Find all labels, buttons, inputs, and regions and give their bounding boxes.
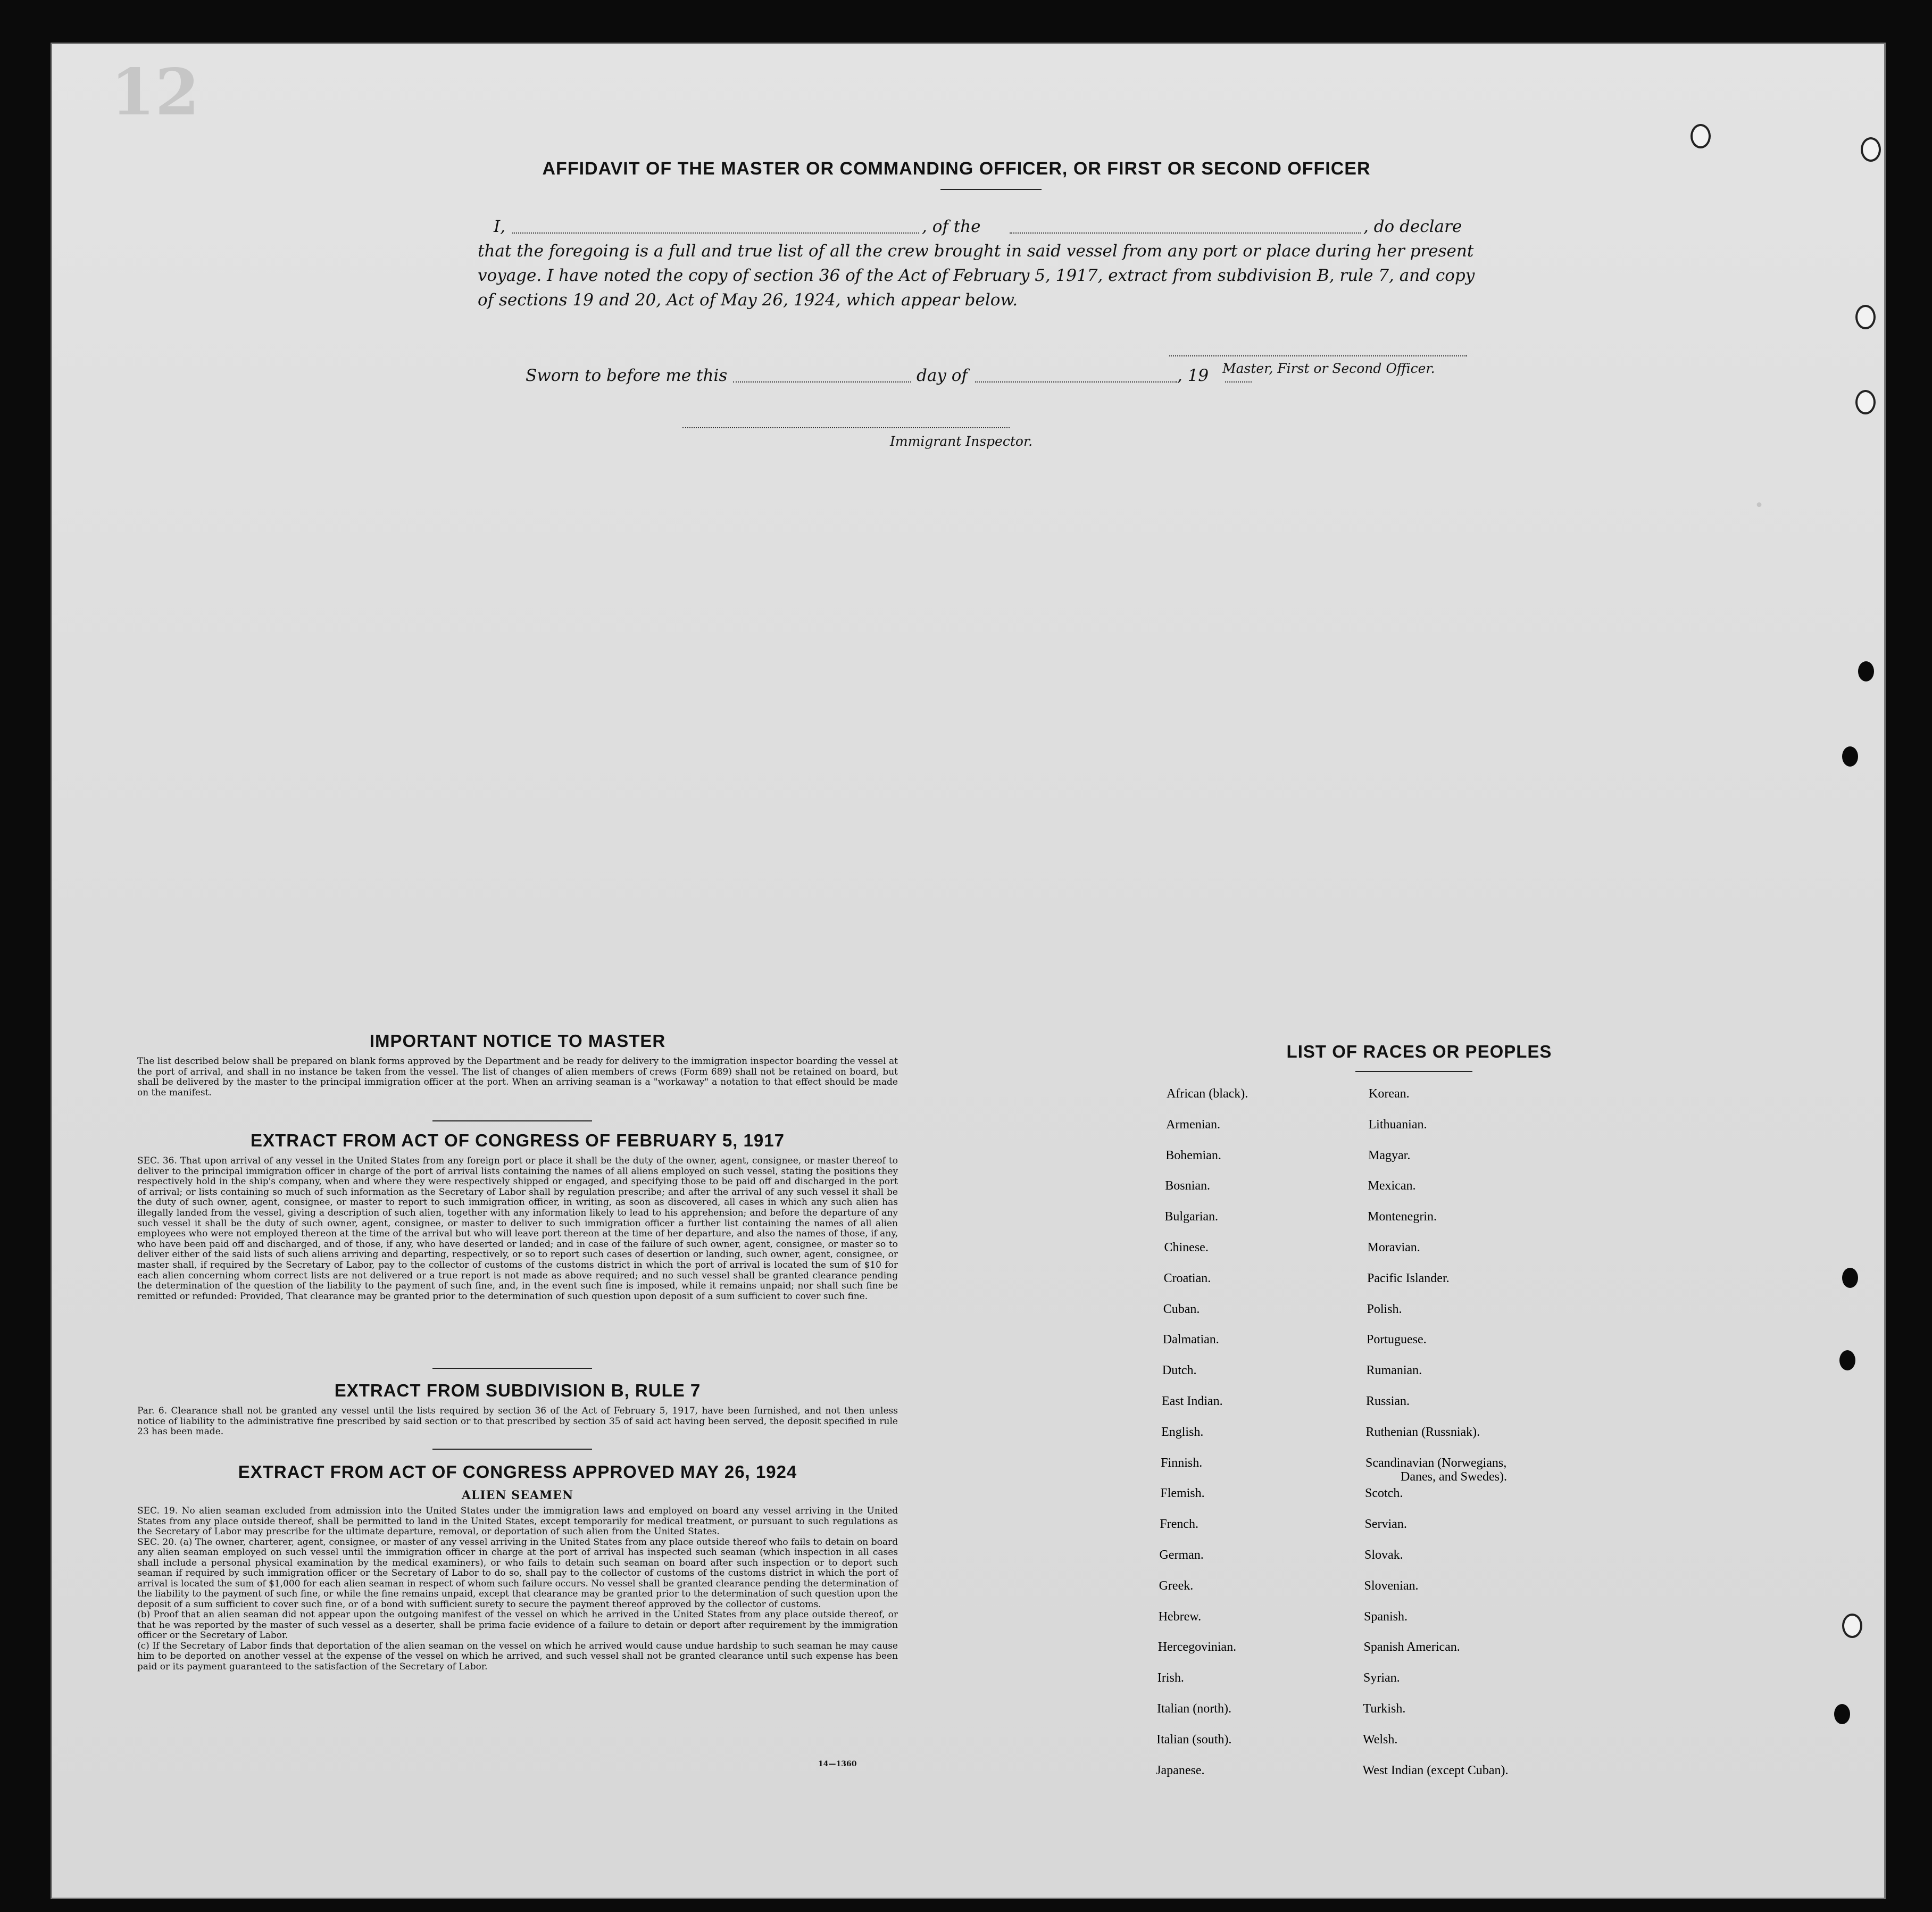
year-label: , 19: [1177, 366, 1209, 385]
rule-7-title: EXTRACT FROM SUBDIVISION B, RULE 7: [334, 1381, 701, 1400]
race-item: Hebrew.: [1158, 1609, 1202, 1624]
master-signature-label: Master, First or Second Officer.: [1222, 361, 1435, 376]
race-item: English.: [1161, 1425, 1204, 1439]
extract-1924-title: EXTRACT FROM ACT OF CONGRESS APPROVED MAY 26, 1924: [238, 1462, 797, 1482]
sec-19: SEC. 19. No alien seaman excluded from admission into the United States under the immigration laws and employed on board any vessel arriving in the United States from any place outside thereof, shall be permitted to land in the United States, except temporarily for medical treatment, or pursuant to such regulations as the Secretary of Labor may prescribe for the ultimate departure, removal, or deportation of such alien from the United States.: [137, 1506, 898, 1537]
extract-1917-title: EXTRACT FROM ACT OF CONGRESS OF FEBRUARY 5, 1917: [251, 1130, 785, 1150]
year-blank[interactable]: [1225, 381, 1252, 383]
race-item: Danes, and Swedes).: [1401, 1469, 1507, 1484]
race-item: Bulgarian.: [1164, 1210, 1219, 1224]
race-item: Servian.: [1364, 1517, 1407, 1532]
punch-hole: [1861, 137, 1881, 162]
race-item: Welsh.: [1363, 1732, 1398, 1747]
race-item: Scandinavian (Norwegians,: [1365, 1456, 1507, 1470]
race-item: Korean.: [1369, 1087, 1410, 1101]
race-item: Hercegovinian.: [1157, 1640, 1237, 1655]
race-item: Turkish.: [1363, 1702, 1406, 1716]
race-item: Portuguese.: [1367, 1333, 1427, 1347]
ghost-page-number: 12: [111, 55, 199, 130]
punch-hole: [1834, 1704, 1850, 1724]
vessel-blank[interactable]: [1010, 232, 1361, 234]
race-item: Syrian.: [1363, 1671, 1400, 1685]
extract-1924-subtitle: ALIEN SEAMEN: [461, 1489, 574, 1502]
affidavit-of-the: , of the: [922, 217, 981, 236]
race-item: Moravian.: [1367, 1241, 1420, 1254]
rule-7-body: Par. 6. Clearance shall not be granted any vessel until the lists required by section 36 of the Act of February 5, 1917, have been furnished, and not then unless notice of liability to the administrative fine prescribed by said section or to that prescribed by section 35 of said act having been served, the deposit specified in rule 23 has been made.: [137, 1406, 898, 1437]
race-item: East Indian.: [1162, 1394, 1223, 1408]
race-item: German.: [1159, 1548, 1204, 1562]
race-item: Slovak.: [1364, 1548, 1403, 1562]
race-item: Dalmatian.: [1162, 1333, 1219, 1347]
punch-hole: [1690, 124, 1711, 148]
race-item: Spanish American.: [1363, 1640, 1460, 1655]
punch-hole: [1842, 746, 1858, 767]
race-item: Irish.: [1157, 1671, 1184, 1685]
extract-1924-body: [137, 1506, 898, 1672]
race-item: Italian (north).: [1157, 1702, 1231, 1716]
day-of-label: day of: [917, 366, 968, 385]
sworn-label: Sworn to before me this: [526, 366, 728, 385]
divider: [432, 1368, 592, 1369]
punch-hole: [1855, 390, 1876, 414]
race-item: Cuban.: [1163, 1302, 1200, 1316]
divider: [432, 1449, 592, 1450]
race-item: Bosnian.: [1165, 1179, 1210, 1193]
affidavit-i: I,: [494, 217, 506, 236]
races-title: LIST OF RACES OR PEOPLES: [1286, 1042, 1552, 1061]
inspector-signature-line[interactable]: [682, 427, 1010, 428]
sec-20-b: (b) Proof that an alien seaman did not appear upon the outgoing manifest of the vessel on which he arrived in the United States from any place outside thereof, or that he was reported by the master of such vessel as a deserter, shall be prima facie evidence of a failure to detain or deport after requirement by the immigration officer or the Secretary of Labor.: [137, 1609, 898, 1641]
affidavit-do-declare: , do declare: [1363, 217, 1462, 236]
punch-hole: [1858, 661, 1874, 681]
race-item: Armenian.: [1166, 1117, 1221, 1132]
sec-20-a: SEC. 20. (a) The owner, charterer, agent, consignee, or master of any vessel arriving in the United States from any place outside thereof who fails to detain on board any alien seaman employed on such vessel until the immigration officer in charge at the port of arrival has inspected such seaman (which inspection in all cases shall include a personal physical examination by the medical examiners), or who fails to detain such seaman on board after such inspection or to deport such seaman if required by such immigration officer or the Secretary of Labor to do so, shall pay to the collector of customs of the customs district in which the port of arrival is located the sum of $1,000 for each alien seaman in respect of whom such failure occurs. No vessel shall be granted clearance pending the determination of the liability to the payment of such fine, or while the fine remains unpaid, except that clearance may be granted prior to the determination of such question upon the deposit of a sum sufficient to cover such fine, or of a bond with sufficient surety to secure the payment thereof approved by the collector of customs.: [137, 1536, 898, 1610]
race-item: Greek.: [1159, 1578, 1194, 1593]
extract-1917-body: SEC. 36. That upon arrival of any vessel in the United States from any foreign port or place it shall be the duty of the owner, agent, consignee, or master thereof to deliver to the principal immigration officer in charge of the port of arrival lists containing the names of all aliens employed on such vessel, stating the positions they respectively hold in the ship's company, when and where they were respectively shipped or engaged, and specifying those to be paid off and discharged in the port of arrival; or lists containing so much of such information as the Secretary of Labor shall by regulation prescribe; and after the arrival of any such vessel it shall be the duty of such owner, agent, consignee, or master to report to such immigration officer, in writing, as soon as discovered, all cases in which any such alien has illegally landed from the vessel, giving a description of such alien, together with any information likely to lead to his apprehension; and before the departure of any such vessel it shall be the duty of such owner, agent, consignee, or master to deliver to such immigration officer a further list containing the names of all alien employees who were not employed thereon at the time of the arrival but who will leave port thereon at the time of her departure, and also the names of those, if any, who have been paid off and discharged, and of those, if any, who have deserted or landed; and in case of the failure of such owner, agent, consignee, or master so to deliver either of the said lists of such aliens arriving and departing, respectively, or so to report such cases of desertion or landing, such owner, agent, consignee, or master shall, if required by the Secretary of Labor, pay to the collector of customs of the customs district in which the port of arrival is located the sum of $10 for each alien concerning whom correct lists are not delivered or a true report is not made as above required; and no such vessel shall be granted clearance pending the determination of the question of the liability to the payment of such fine, and, in the event such fine is imposed, while it remains unpaid; nor shall such fine be remitted or refunded: Provided, That clearance may be granted prior to the determination of such question upon deposit of a sum sufficient to cover such fine.: [137, 1155, 898, 1302]
race-item: Italian (south).: [1156, 1732, 1232, 1747]
race-item: Japanese.: [1156, 1763, 1205, 1777]
affidavit-line-3: voyage. I have noted the copy of section 36 of the Act of February 5, 1917, extract from subdivision B, rule 7, and copy: [478, 266, 1475, 285]
affidavit-line-4: of sections 19 and 20, Act of May 26, 1924, which appear below.: [478, 290, 1018, 310]
divider: [432, 1120, 592, 1121]
affidavit-text: [478, 214, 1573, 312]
affidavit-title: AFFIDAVIT OF THE MASTER OR COMMANDING OFFICER, OR FIRST OR SECOND OFFICER: [542, 159, 1371, 179]
race-item: African (black).: [1167, 1087, 1248, 1101]
sworn-line: [526, 363, 1323, 390]
punch-hole: [1842, 1614, 1862, 1638]
day-blank[interactable]: [733, 381, 911, 383]
notice-body: The list described below shall be prepared on blank forms approved by the Department and be ready for delivery to the immigration inspector boarding the vessel at the port of arrival, and shall in no instance be taken from the vessel. The list of changes of alien members of crews (Form 689) shall not be retained on board, but shall be delivered by the master to the principal immigration officer at the port. When an arriving seaman is a "workaway" a notation to that effect should be made on the manifest.: [137, 1056, 898, 1098]
race-item: Mexican.: [1368, 1179, 1416, 1193]
race-item: Pacific Islander.: [1367, 1271, 1450, 1285]
divider: [940, 189, 1042, 190]
master-signature-line[interactable]: [1169, 355, 1467, 356]
manifest-page: 12 • AFFIDAVIT OF THE MASTER OR COMMANDING OFFICER, OR FIRST OR SECOND OFFICER I, , of the , do declare that the foregoing is a full and true list of all the crew brought in said vessel from any port or place during her present voyage. I have noted the copy of section 36 of the Act of February 5, 1917, extract from subdivision B, rule 7, and copy of sections 19 and 20, Act of May 26, 1924, which appear below. Master, First or Second Officer. Sworn to before me this day of , 19 Immigrant Inspector. IMPORTANT NOTICE TO MASTER The list described below shall be prepared on blank forms approved by the Department and be ready for delivery to the immigration inspector boarding the vessel at the port of arrival, and shall in no instance be taken from the vessel. The list of changes of alien members of crews (Form 689) shall not be retained on board, but shall be delivered by the master to the principal immigration officer at the port. When an arriving seaman is a "workaway" a notation to that effect should be made on the manifest. EXTRACT FROM ACT OF CONGRESS OF FEBRUARY 5, 1917 SEC. 36. That upon arrival of any vessel in the United States from any foreign port or place it shall be the duty of the owner, agent, consignee, or master thereof to deliver to the principal immigration officer in charge of the port of arrival lists containing the names of all aliens employed on such vessel, stating the positions they respectively hold in the ship's company, when and where they were respectively shipped or engaged, and specifying those to be paid off and discharged in the port of arrival; or lists containing so much of such information as the Secretary of Labor shall by regulation prescribe; and after the arrival of any such vessel it shall be the duty of such owner, agent, consignee, or master to report to such immigration officer, in writing, as soon as discovered, all cases in which any such alien has illegally landed from the vessel, giving a description of such alien, together with any information likely to lead to his apprehension; and before the departure of any such vessel it shall be the duty of such owner, agent, consignee, or master to deliver to such immigration officer a further list containing the names of all alien employees who were not employed thereon at the time of the arrival but who will leave port thereon at the time of her departure, and also the names of those, if any, who have been paid off and discharged, and of those, if any, who have deserted or landed; and in case of the failure of such owner, agent, consignee, or master so to deliver either of the said lists of such aliens arriving and departing, respectively, or so to report such cases of desertion or landing, such owner, agent, consignee, or master shall, if required by the Secretary of Labor, pay to the collector of customs of the customs district in which the port of arrival is located the sum of $10 for each alien concerning whom correct lists are not delivered or a true report is not made as above required; and no such vessel shall be granted clearance pending the determination of the question of the liability to the payment of such fine, and, in the event such fine is imposed, while it remains unpaid; nor shall such fine be remitted or refunded: Provided, That clearance may be granted prior to the determination of such question upon deposit of a sum sufficient to cover such fine. EXTRACT FROM SUBDIVISION B, RULE 7 Par. 6. Clearance shall not be granted any vessel until the lists required by section 36 of the Act of February 5, 1917, have been furnished, and not then unless notice of liability to the administrative fine prescribed by said section or to that prescribed by section 35 of said act having been served, the deposit specified in rule 23 has been made. EXTRACT FROM ACT OF CONGRESS APPROVED MAY 26, 1924 ALIEN SEAMEN SEC. 19. No alien seaman excluded from admission into the United States under the immigration laws and employed on board any vessel arriving in the United States from any place outside thereof, shall be permitted to land in the United States, except temporarily for medical treatment, or pursuant to such regulations as the Secretary of Labor may prescribe for the ultimate departure, removal, or deportation of such alien from the United States. SEC. 20. (a) The owner, charterer, agent, consignee, or master of any vessel arriving in the United States from any place outside thereof who fails to detain on board any alien seaman employed on such vessel until the immigration officer in charge at the port of arrival has inspected such seaman (which inspection in all cases shall include a personal physical examination by the medical examiners), or who fails to detain such seaman on board after such inspection or to deport such seaman if required by such immigration officer or the Secretary of Labor to do so, shall pay to the collector of customs of the customs district in which the port of arrival is located the sum of $1,000 for each alien seaman in respect of whom such failure occurs. No vessel shall be granted clearance pending the determination of the liability to the payment of such fine, or while the fine remains unpaid, except that clearance may be granted prior to the determination of such question upon the deposit of a sum sufficient to cover such fine, or of a bond with sufficient surety to secure the payment thereof approved by the collector of customs. (b) Proof that an alien seaman did not appear upon the outgoing manifest of the vessel on which he arrived in the United States from any place outside thereof, or that he was reported by the master of such vessel as a deserter, shall be prima facie evidence of a failure to detain or deport after requirement by the immigration officer or the Secretary of Labor. (c) If the Secretary of Labor finds that deportation of the alien seaman on the vessel on which he arrived would cause undue hardship to such seaman he may cause him to be deported on another vessel at the expense of the vessel on which he arrived, and such vessel shall not be granted clearance until such expense has been paid or its payment guaranteed to the satisfaction of the Secretary of Labor. 14—1360 LIST OF RACES OR PEOPLES African (black). Armenian. Bohemian. Bosnian. Bulgarian. Chinese. Croatian. Cuban. Dalmatian. Dutch. East Indian. English. Finnish. Flemish. French. German. Greek. Hebrew. Hercegovinian. Irish. Italian (north). Italian (south). Japanese. Korean. Lithuanian. Magyar. Mexican. Montenegrin. Moravian. Pacific Islander. Polish. Portuguese. Rumanian. Russian. Ruthenian (Russniak). Scandinavian (Norwegians, Danes, and Swedes). Scotch. Servian. Slovak. Slovenian. Spanish. Spanish American. Syrian. Turkish. Welsh. West Indian (except Cuban).: [51, 43, 1886, 1899]
punch-hole: [1839, 1350, 1855, 1370]
punch-hole: [1855, 305, 1876, 329]
sec-20-c: (c) If the Secretary of Labor finds that deportation of the alien seaman on the vessel on which he arrived would cause undue hardship to such seaman he may cause him to be deported on another vessel at the expense of the vessel on which he arrived, and such vessel shall not be granted clearance until such expense has been paid or its payment guaranteed to the satisfaction of the Secretary of Labor.: [137, 1640, 898, 1672]
race-item: Slovenian.: [1364, 1578, 1419, 1593]
race-item: Finnish.: [1161, 1456, 1203, 1470]
race-item: Spanish.: [1364, 1609, 1408, 1624]
race-item: Magyar.: [1368, 1148, 1411, 1162]
race-item: Croatian.: [1163, 1271, 1211, 1285]
month-blank[interactable]: [975, 381, 1177, 383]
race-item: Lithuanian.: [1368, 1117, 1427, 1132]
form-number: 14—1360: [818, 1760, 857, 1768]
affidavit-line-2: that the foregoing is a full and true list of all the crew brought in said vessel from any port or place during her present: [478, 242, 1474, 261]
race-item: Ruthenian (Russniak).: [1365, 1425, 1480, 1439]
race-item: Chinese.: [1164, 1241, 1209, 1254]
race-item: French.: [1160, 1517, 1199, 1532]
race-item: Bohemian.: [1165, 1148, 1221, 1162]
notice-title: IMPORTANT NOTICE TO MASTER: [369, 1031, 666, 1051]
divider: [1355, 1071, 1472, 1072]
race-item: Montenegrin.: [1368, 1210, 1437, 1224]
race-item: West Indian (except Cuban).: [1362, 1763, 1509, 1777]
race-item: Flemish.: [1160, 1486, 1205, 1501]
inspector-signature-label: Immigrant Inspector.: [890, 434, 1033, 449]
race-item: Scotch.: [1365, 1486, 1403, 1501]
name-blank[interactable]: [512, 232, 919, 234]
race-item: Rumanian.: [1366, 1364, 1422, 1378]
punch-hole: [1842, 1268, 1858, 1288]
race-item: Russian.: [1366, 1394, 1410, 1408]
race-item: Polish.: [1367, 1302, 1402, 1316]
race-item: Dutch.: [1162, 1364, 1197, 1378]
